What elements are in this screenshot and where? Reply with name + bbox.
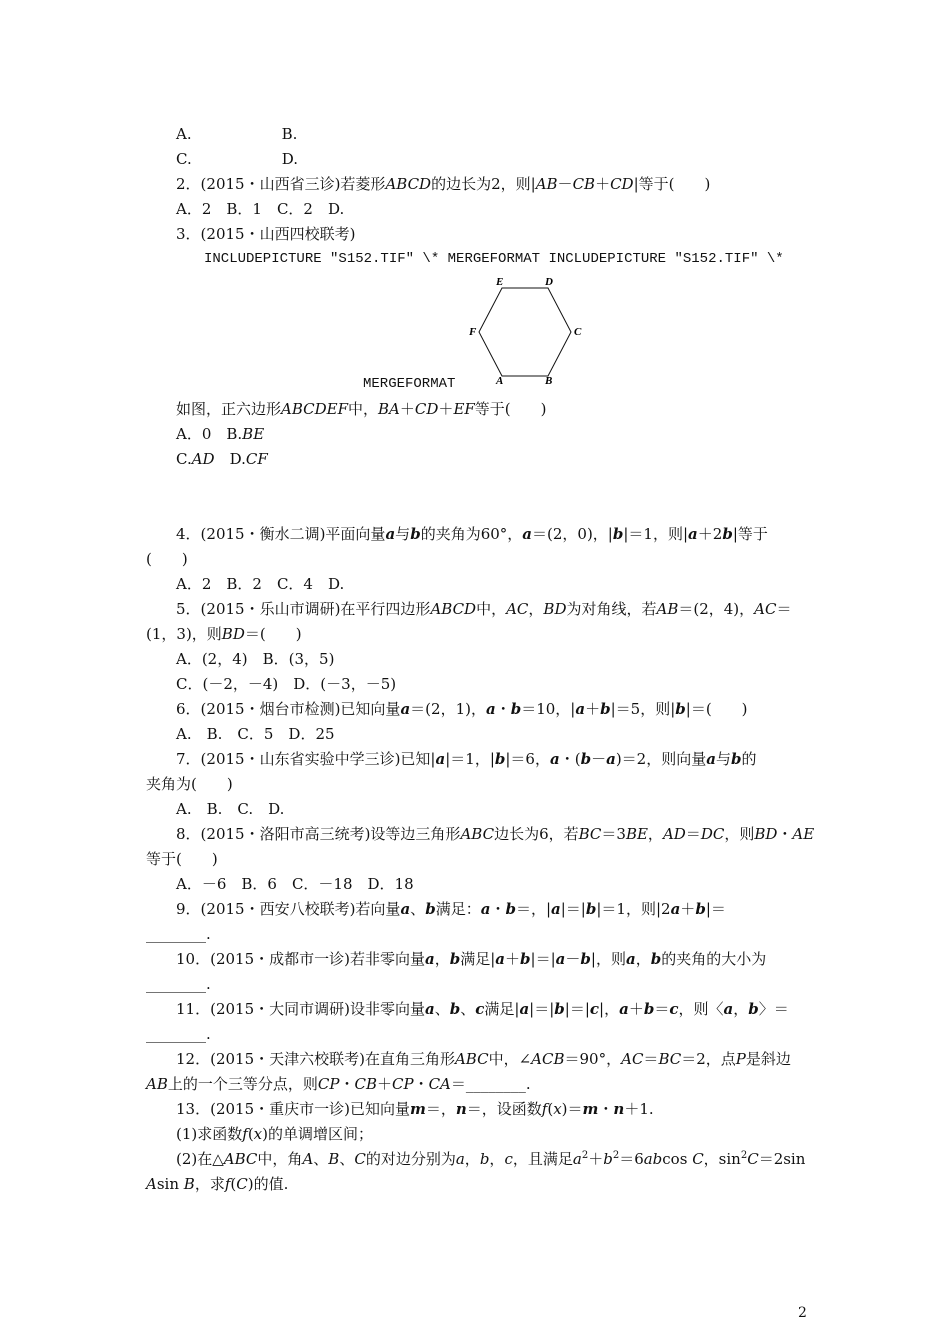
- page-number: 2: [798, 1305, 807, 1321]
- text: a: [424, 1000, 435, 1018]
- question-4-cont: [146, 549, 188, 569]
- text: n: [455, 1100, 467, 1118]
- text: ・: [413, 1075, 429, 1093]
- hexagon-label-c: C: [574, 326, 582, 338]
- text: ，: [434, 950, 450, 968]
- text: AE: [792, 825, 815, 843]
- question-10: [176, 949, 766, 969]
- text: 3．(2015・山西四校联考): [176, 225, 356, 243]
- text: f: [224, 1175, 231, 1193]
- question-8: [176, 824, 814, 844]
- text: a: [400, 900, 411, 918]
- mergeformat-field-code: [363, 374, 455, 394]
- question-5-options-ab: [176, 649, 334, 669]
- line-options-cd: [176, 149, 298, 169]
- text: ・: [777, 825, 793, 843]
- text: cos: [662, 1150, 693, 1168]
- text: ACB: [531, 1050, 565, 1068]
- text: C. D.: [176, 150, 298, 168]
- text: n: [613, 1100, 625, 1118]
- text: ＝: [654, 1000, 670, 1018]
- question-8-options: [176, 874, 414, 894]
- text: ＝，: [425, 1100, 456, 1118]
- text: ＝________.: [450, 1075, 531, 1093]
- text: ABC: [460, 825, 495, 843]
- text: |＝|: [530, 950, 556, 968]
- text: a: [519, 1000, 530, 1018]
- question-2-options: [176, 199, 344, 219]
- text: b: [600, 700, 611, 718]
- text: ＋: [376, 1075, 392, 1093]
- text: －: [565, 950, 581, 968]
- text: ＝，设函数: [466, 1100, 542, 1118]
- text: c: [669, 1000, 679, 1018]
- text: 、: [434, 1000, 450, 1018]
- text: ＝(2，0)，|: [532, 525, 613, 543]
- text: (2)在△: [176, 1150, 224, 1168]
- text: b: [425, 900, 436, 918]
- question-4-options: [176, 574, 344, 594]
- text: 12．(2015・天津六校联考)在直角三角形: [176, 1050, 455, 1068]
- text: 满足|: [460, 950, 496, 968]
- question-2: [176, 174, 710, 194]
- text: CD: [414, 400, 439, 418]
- text: 6．(2015・烟台市检测)已知向量: [176, 700, 401, 718]
- text: 11．(2015・大同市调研)设非零向量: [176, 1000, 425, 1018]
- text: A．2 B．1 C．2 D.: [176, 200, 345, 218]
- text: CP: [317, 1075, 340, 1093]
- text: a: [424, 950, 435, 968]
- text: a: [522, 525, 533, 543]
- text: 、: [410, 900, 426, 918]
- text: 是斜边: [745, 1050, 791, 1068]
- text: C: [236, 1175, 248, 1193]
- text: ，: [464, 1150, 480, 1168]
- text: a: [625, 950, 636, 968]
- text: ________.: [146, 975, 211, 993]
- question-9: [176, 899, 726, 919]
- question-11-blank: [146, 1024, 211, 1044]
- text: c: [504, 1150, 513, 1168]
- text: ＝，|: [515, 900, 552, 918]
- text: a: [706, 750, 716, 768]
- text: B: [183, 1175, 195, 1193]
- hexagon-label-e: E: [496, 276, 504, 288]
- text: ，求: [194, 1175, 225, 1193]
- text: c: [475, 1000, 485, 1018]
- text: f: [242, 1125, 248, 1143]
- text: 边长为6，若: [494, 825, 579, 843]
- question-3-options-cd: [176, 449, 268, 469]
- text: b: [510, 700, 522, 718]
- text: 13．(2015・重庆市一诊)已知向量: [176, 1100, 410, 1118]
- text: ________.: [146, 1025, 211, 1043]
- text: b: [479, 1150, 490, 1168]
- text: a: [555, 950, 566, 968]
- text: C: [692, 1150, 704, 1168]
- text: ，则〈: [678, 1000, 724, 1018]
- text: CF: [245, 450, 268, 468]
- question-6-options: [176, 724, 335, 744]
- text: 2．(2015・山西省三诊)若菱形: [176, 175, 386, 193]
- text: (1)求函数: [176, 1125, 243, 1143]
- text: A．0 B.: [176, 425, 243, 443]
- question-12-cont: [146, 1074, 531, 1094]
- hexagon-label-b: B: [545, 375, 553, 387]
- text: ＝: [776, 600, 792, 618]
- text: ＝(2，4)，: [678, 600, 755, 618]
- text: a: [435, 750, 446, 768]
- text: AC: [754, 600, 777, 618]
- text: 如图，正六边形: [176, 400, 282, 418]
- text: ＋: [505, 950, 521, 968]
- text: 与: [395, 525, 411, 543]
- text: ABC: [454, 1050, 489, 1068]
- question-3-header: [176, 224, 355, 244]
- text: a: [575, 700, 586, 718]
- text: ( ): [146, 550, 188, 568]
- question-6: [176, 699, 748, 719]
- text: BE: [625, 825, 648, 843]
- text: 、: [313, 1150, 329, 1168]
- text: ＝10，|: [521, 700, 576, 718]
- text: 、: [460, 1000, 476, 1018]
- text: ＝2，点: [681, 1050, 736, 1068]
- text: a: [495, 950, 506, 968]
- text: 8．(2015・洛阳市高三统考)设等边三角形: [176, 825, 461, 843]
- text: 中，∠: [488, 1050, 532, 1068]
- text: BE: [242, 425, 265, 443]
- text: ＝3: [601, 825, 626, 843]
- question-12: [176, 1049, 791, 1069]
- text: 5．(2015・乐山市调研)在平行四边形: [176, 600, 431, 618]
- text: b: [554, 1000, 565, 1018]
- question-5: [176, 599, 791, 619]
- text: C．(－2，－4) D．(－3，－5): [176, 675, 397, 693]
- text: ＋: [628, 1000, 644, 1018]
- text: BC: [658, 1050, 682, 1068]
- text: |等于( ): [633, 175, 711, 193]
- text: ＝90°，: [564, 1050, 622, 1068]
- question-7-cont: [146, 774, 233, 794]
- text: A．(2，4) B．(3，5): [176, 650, 335, 668]
- text: |＝|: [529, 1000, 555, 1018]
- text: 、: [339, 1150, 355, 1168]
- question-8-cont: [146, 849, 218, 869]
- text: 的边长为2，则|: [431, 175, 536, 193]
- question-7: [176, 749, 757, 769]
- text: AB: [146, 1075, 168, 1093]
- question-5-cont: [146, 624, 302, 644]
- text: CB: [354, 1075, 377, 1093]
- text: b: [520, 950, 531, 968]
- text: 中，角: [257, 1150, 303, 1168]
- text: 2: [740, 1150, 748, 1161]
- text: b: [585, 900, 597, 918]
- text: x: [553, 1100, 562, 1118]
- question-9-blank: [146, 924, 211, 944]
- text: 的夹角的大小为: [661, 950, 767, 968]
- text: A: [146, 1175, 157, 1193]
- text: b: [410, 525, 421, 543]
- question-7-options: [176, 799, 284, 819]
- text: ＋: [588, 1150, 604, 1168]
- text: BA: [378, 400, 400, 418]
- text: ＋: [585, 700, 601, 718]
- text: ＝( ): [244, 625, 302, 643]
- hexagon-label-f: F: [469, 326, 477, 338]
- text: BD: [543, 600, 567, 618]
- text: b: [643, 1000, 655, 1018]
- text: ＝(2，1)，: [410, 700, 486, 718]
- text: b: [449, 950, 461, 968]
- text: |＝: [705, 900, 726, 918]
- text: a: [572, 1150, 582, 1168]
- text: ・: [339, 1075, 355, 1093]
- text: AD: [191, 450, 215, 468]
- text: (: [247, 1125, 254, 1143]
- text: ＋: [399, 400, 415, 418]
- text: MERGEFORMAT: [363, 376, 456, 392]
- text: |＝( ): [685, 700, 748, 718]
- text: ・: [495, 700, 511, 718]
- question-3-options-ab: [176, 424, 264, 444]
- text: m: [409, 1100, 426, 1118]
- text: BD: [221, 625, 245, 643]
- question-4: [176, 524, 768, 544]
- text: ，sin: [703, 1150, 741, 1168]
- text: b: [494, 750, 506, 768]
- text: 〉＝: [758, 1000, 789, 1018]
- text: a: [619, 1000, 629, 1018]
- text: 2: [581, 1150, 589, 1161]
- text: P: [735, 1050, 746, 1068]
- question-5-options-cd: [176, 674, 396, 694]
- text: b: [449, 1000, 461, 1018]
- text: |＝1，|: [445, 750, 495, 768]
- text: C: [747, 1150, 759, 1168]
- question-13: [176, 1099, 654, 1119]
- text: |，: [599, 1000, 620, 1018]
- text: CB: [572, 175, 596, 193]
- text: CP: [391, 1075, 414, 1093]
- text: 的对边分别为: [365, 1150, 456, 1168]
- text: |＝|: [560, 900, 586, 918]
- text: x: [253, 1125, 263, 1143]
- text: 满足：: [435, 900, 481, 918]
- text: CD: [610, 175, 634, 193]
- text: －: [557, 175, 573, 193]
- text: b: [748, 1000, 759, 1018]
- text: B: [328, 1150, 340, 1168]
- text: )＝: [561, 1100, 583, 1118]
- text: 7．(2015・山东省实验中学三诊)已知|: [176, 750, 436, 768]
- text: b: [650, 950, 662, 968]
- text: CA: [428, 1075, 451, 1093]
- text: |＝6，: [505, 750, 550, 768]
- text: a: [670, 900, 681, 918]
- text: m: [582, 1100, 599, 1118]
- text: f: [541, 1100, 548, 1118]
- text: ＝: [643, 1050, 659, 1068]
- text: AC: [621, 1050, 644, 1068]
- text: 的: [741, 750, 757, 768]
- text: a: [485, 700, 496, 718]
- text: 中，: [348, 400, 379, 418]
- text: AB: [535, 175, 558, 193]
- text: a: [480, 900, 491, 918]
- text: |＝5，则|: [610, 700, 676, 718]
- text: 上的一个三等分点，则: [167, 1075, 318, 1093]
- text: b: [603, 1150, 613, 1168]
- text: ＝2sin: [758, 1150, 806, 1168]
- text: 夹角为( ): [146, 775, 233, 793]
- text: |＝1，则|: [623, 525, 689, 543]
- text: |＝|: [564, 1000, 590, 1018]
- text: 10．(2015・成都市一诊)若非零向量: [176, 950, 425, 968]
- text: ABCDEF: [281, 400, 349, 418]
- text: 2: [612, 1150, 620, 1161]
- text: a: [606, 750, 616, 768]
- text: a: [455, 1150, 465, 1168]
- text: BD: [754, 825, 778, 843]
- text: 9．(2015・西安八校联考)若向量: [176, 900, 401, 918]
- includepicture-field-code: [204, 249, 784, 269]
- text: (: [547, 1100, 554, 1118]
- text: EF: [453, 400, 475, 418]
- text: a: [723, 1000, 734, 1018]
- text: a: [551, 900, 561, 918]
- text: A. B. C. D.: [176, 800, 285, 818]
- text: b: [580, 950, 591, 968]
- text: a: [400, 700, 411, 718]
- text: DC: [700, 825, 725, 843]
- text: )的单调增区间；: [262, 1125, 373, 1143]
- text: AD: [662, 825, 686, 843]
- line-options-ab: [176, 124, 297, 144]
- text: ABCD: [385, 175, 432, 193]
- text: ，: [489, 1150, 505, 1168]
- text: A．2 B．2 C．4 D.: [176, 575, 345, 593]
- question-13-part-2-cont: [146, 1174, 288, 1194]
- text: ＋: [595, 175, 611, 193]
- question-3-text: [176, 399, 547, 419]
- hexagon-figure: [460, 272, 590, 390]
- text: ABC: [223, 1150, 258, 1168]
- text: A．－6 B．6 C．－18 D．18: [176, 875, 414, 893]
- text: A: [302, 1150, 314, 1168]
- text: |，则: [590, 950, 626, 968]
- text: 满足|: [484, 1000, 520, 1018]
- text: )＝2，则向量: [615, 750, 707, 768]
- text: b: [730, 750, 742, 768]
- text: a: [688, 525, 698, 543]
- text: 中，: [476, 600, 507, 618]
- text: C: [354, 1150, 366, 1168]
- text: ________.: [146, 925, 211, 943]
- text: ，: [528, 600, 544, 618]
- text: 的夹角为60°，: [420, 525, 523, 543]
- text: b: [505, 900, 516, 918]
- text: ，: [635, 950, 651, 968]
- text: sin: [156, 1175, 184, 1193]
- text: C.: [176, 450, 192, 468]
- text: ab: [643, 1150, 663, 1168]
- text: b: [580, 750, 592, 768]
- text: D.: [214, 450, 246, 468]
- question-11: [176, 999, 789, 1019]
- text: 等于( ): [474, 400, 547, 418]
- text: ＋: [680, 900, 696, 918]
- text: ・: [490, 900, 506, 918]
- text: c: [589, 1000, 600, 1018]
- text: ，则: [724, 825, 755, 843]
- text: ，: [647, 825, 663, 843]
- hexagon-label-d: D: [545, 276, 553, 288]
- text: b: [722, 525, 733, 543]
- text: ，: [733, 1000, 749, 1018]
- text: A. B. C．5 D．25: [176, 725, 335, 743]
- text: 为对角线，若: [566, 600, 657, 618]
- text: ＋1.: [624, 1100, 654, 1118]
- text: －: [591, 750, 607, 768]
- text: 4．(2015・衡水二调)平面向量: [176, 525, 386, 543]
- text: |等于: [732, 525, 768, 543]
- text: b: [695, 900, 706, 918]
- text: INCLUDEPICTURE "S152.TIF" \* MERGEFORMAT INCLUDEPICTURE "S152.TIF" \*: [204, 251, 784, 267]
- hexagon-label-a: A: [496, 375, 504, 387]
- text: (: [230, 1175, 237, 1193]
- text: ＋2: [697, 525, 723, 543]
- text: ＝6: [619, 1150, 644, 1168]
- text: ・: [598, 1100, 614, 1118]
- text: 等于( ): [146, 850, 218, 868]
- text: b: [675, 700, 686, 718]
- hexagon-shape: [479, 288, 571, 376]
- text: BC: [578, 825, 602, 843]
- question-13-part-2: [176, 1149, 805, 1169]
- text: AB: [656, 600, 679, 618]
- text: AC: [506, 600, 529, 618]
- text: ＋: [438, 400, 454, 418]
- question-13-part-1: [176, 1124, 373, 1144]
- text: )的值.: [247, 1175, 289, 1193]
- text: |＝1，则|2: [596, 900, 671, 918]
- text: a: [385, 525, 396, 543]
- text: a: [549, 750, 560, 768]
- text: b: [612, 525, 624, 543]
- text: ＝: [685, 825, 701, 843]
- text: 与: [715, 750, 731, 768]
- text: ，且满足: [512, 1150, 573, 1168]
- text: (1，3)，则: [146, 625, 222, 643]
- question-10-blank: [146, 974, 211, 994]
- text: ABCD: [430, 600, 477, 618]
- text: ・(: [559, 750, 581, 768]
- text: A. B.: [176, 125, 298, 143]
